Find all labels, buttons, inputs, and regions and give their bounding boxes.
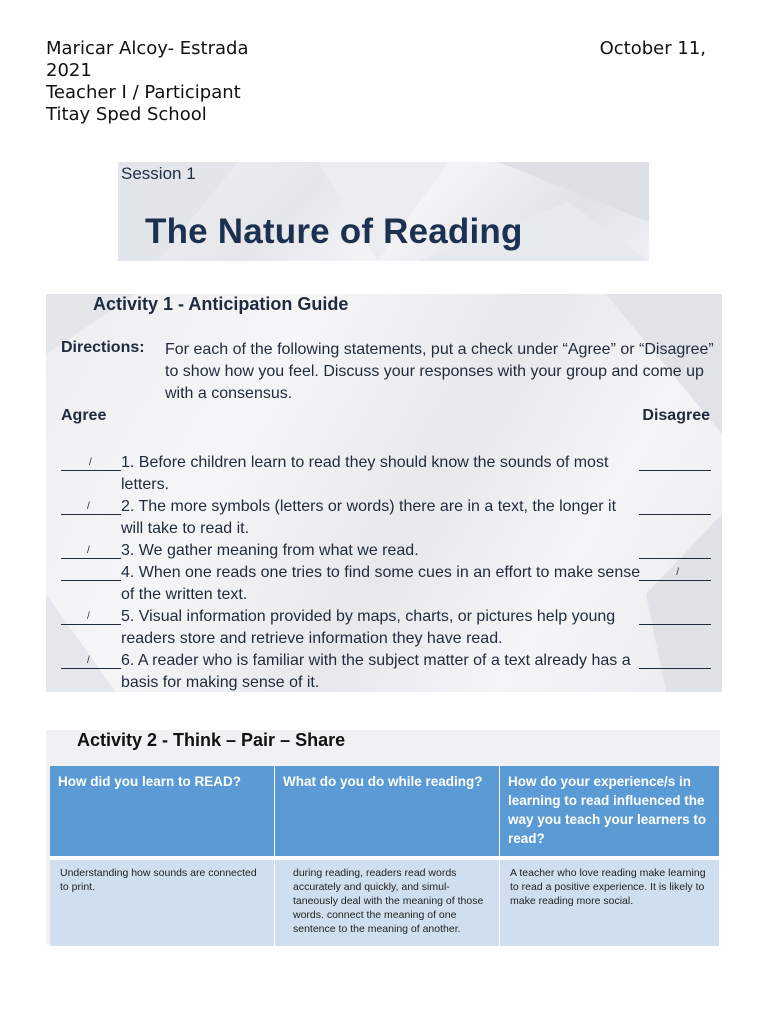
agree-blank <box>61 606 121 625</box>
agree-blank <box>61 496 121 515</box>
activity-2-panel <box>46 730 720 944</box>
statement-text: 1. Before children learn to read they should know the sounds of most letters. <box>121 454 609 493</box>
table-header-row <box>50 766 720 858</box>
table-cell: Understanding how sounds are connected to print. <box>50 858 275 946</box>
directions-label: Directions: <box>61 339 145 356</box>
check-mark: / <box>89 457 92 468</box>
author-position: Teacher I / Participant <box>46 82 241 103</box>
table-cell: A teacher who love reading make learning to read a positive experience. It is likely to make reading more social. <box>500 858 720 946</box>
statement-row <box>61 606 721 650</box>
agree-blank <box>61 540 121 559</box>
statement-text: 5. Visual information provided by maps, charts, or pictures help young readers store and retrieve information they have read. <box>121 608 616 647</box>
disagree-blank <box>639 496 711 515</box>
table-header-cell: How did you learn to READ? <box>50 766 275 858</box>
agree-header: Agree <box>61 407 107 424</box>
think-pair-share-table <box>50 766 720 946</box>
document-date: October 11, <box>599 38 706 59</box>
agree-blank <box>61 650 121 669</box>
statement-row <box>61 562 721 606</box>
activity-1-panel <box>46 294 722 692</box>
table-row <box>50 858 720 946</box>
document-header <box>46 38 726 126</box>
disagree-header: Disagree <box>642 407 710 424</box>
check-mark: / <box>87 545 90 556</box>
statement-text: 6. A reader who is familiar with the subject matter of a text already has a basis for making sense of it. <box>121 652 631 691</box>
statement-text: 2. The more symbols (letters or words) there are in a text, the longer it will take to read it. <box>121 498 617 537</box>
activity-2-title: Activity 2 - Think – Pair – Share <box>77 730 346 750</box>
disagree-blank <box>639 606 711 625</box>
statement-row <box>61 452 721 496</box>
disagree-blank <box>639 540 711 559</box>
activity-1-title: Activity 1 - Anticipation Guide <box>93 294 349 314</box>
session-label: Session 1 <box>121 164 196 183</box>
statement-row <box>61 540 721 562</box>
check-mark: / <box>87 611 90 622</box>
disagree-blank <box>639 452 711 471</box>
disagree-blank <box>639 562 711 581</box>
check-mark: / <box>676 567 679 578</box>
directions-text: For each of the following statements, put a check under “Agree” or “Disagree” to show how you feel. Discuss your responses with your group and come up with a consensus. <box>165 341 714 402</box>
agree-blank <box>61 562 121 581</box>
author-school: Titay Sped School <box>46 104 207 125</box>
table-header-cell: What do you do while reading? <box>275 766 500 858</box>
session-title: The Nature of Reading <box>145 212 523 251</box>
disagree-blank <box>639 650 711 669</box>
check-mark: / <box>87 501 90 512</box>
statement-row <box>61 496 721 540</box>
author-name: Maricar Alcoy- Estrada <box>46 38 249 59</box>
document-year: 2021 <box>46 60 92 81</box>
statement-text: 4. When one reads one tries to find some cues in an effort to make sense of the written text. <box>121 564 641 603</box>
table-cell: during reading, readers read words accurately and quickly, and simul-taneously deal with the meaning of those words. connect the meaning of one sentence to the meaning of another. <box>275 858 500 946</box>
session-banner <box>118 162 649 261</box>
statement-text: 3. We gather meaning from what we read. <box>121 542 419 559</box>
check-mark: / <box>87 655 90 666</box>
statement-row <box>61 650 721 692</box>
table-header-cell: How do your experience/s in learning to read influenced the way you teach your learners to read? <box>500 766 720 858</box>
